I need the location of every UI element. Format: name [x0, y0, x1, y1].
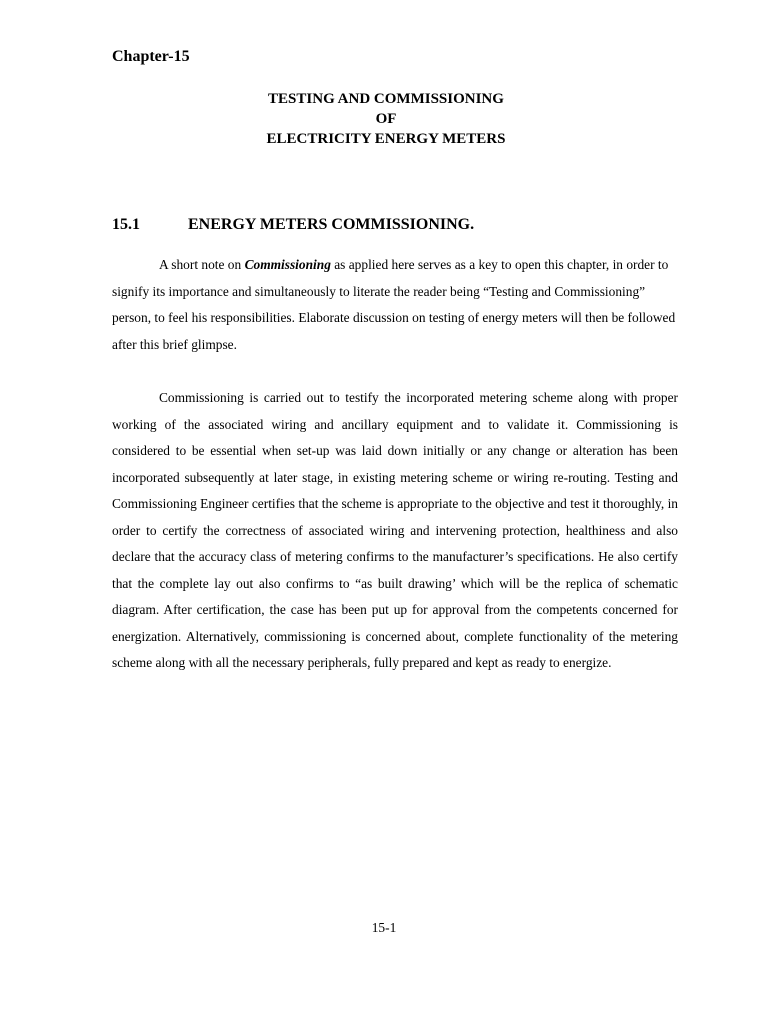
page-number: 15-1	[371, 920, 397, 935]
section-heading	[112, 215, 474, 235]
section-title: ENERGY METERS COMMISSIONING.	[188, 216, 475, 233]
paragraph-intro	[112, 252, 678, 358]
chapter-label: Chapter-15	[112, 48, 190, 65]
chapter-title-line-2: OF	[375, 111, 397, 127]
paragraph-intro-term: Commissioning	[244, 257, 331, 272]
chapter-title-line-1: TESTING AND COMMISSIONING	[268, 91, 504, 107]
section-number: 15.1	[112, 216, 140, 233]
paragraph-intro-lead: A short note on	[159, 257, 245, 272]
paragraph-intro-rest: as applied here serves as a key to open this chapter, in order to signify its importance and simultaneously to literate the reader being “Testing and Commissioning” person, to feel his responsibilities. Elaborate discussion on testing of energy meters will then be followed after this brief glimpse.	[112, 257, 676, 352]
chapter-title	[200, 89, 572, 149]
chapter-title-line-3: ELECTRICITY ENERGY METERS	[266, 131, 506, 147]
paragraph-commissioning: Commissioning is carried out to testify the incorporated metering scheme along with proper working of the associated wiring and ancillary equipment and to validate it. Commissioning is considered to be essential when set-up was laid down initially or any change or alteration has been incorporated subsequently at later stage, in existing metering scheme or wiring re-routing. Testing and Commissioning Engineer certifies that the scheme is appropriate to the objective and test it thoroughly, in order to certify the correctness of associated wiring and intervening protection, healthiness and also declare that the accuracy class of metering confirms to the manufacturer’s specifications. He also certify that the complete lay out also confirms to “as built drawing’ which will be the replica of schematic diagram. After certification, the case has been put up for approval from the competents concerned for energization. Alternatively, commissioning is concerned about, complete functionality of the metering scheme along with all the necessary peripherals, fully prepared and kept as ready to energize.	[112, 390, 678, 670]
